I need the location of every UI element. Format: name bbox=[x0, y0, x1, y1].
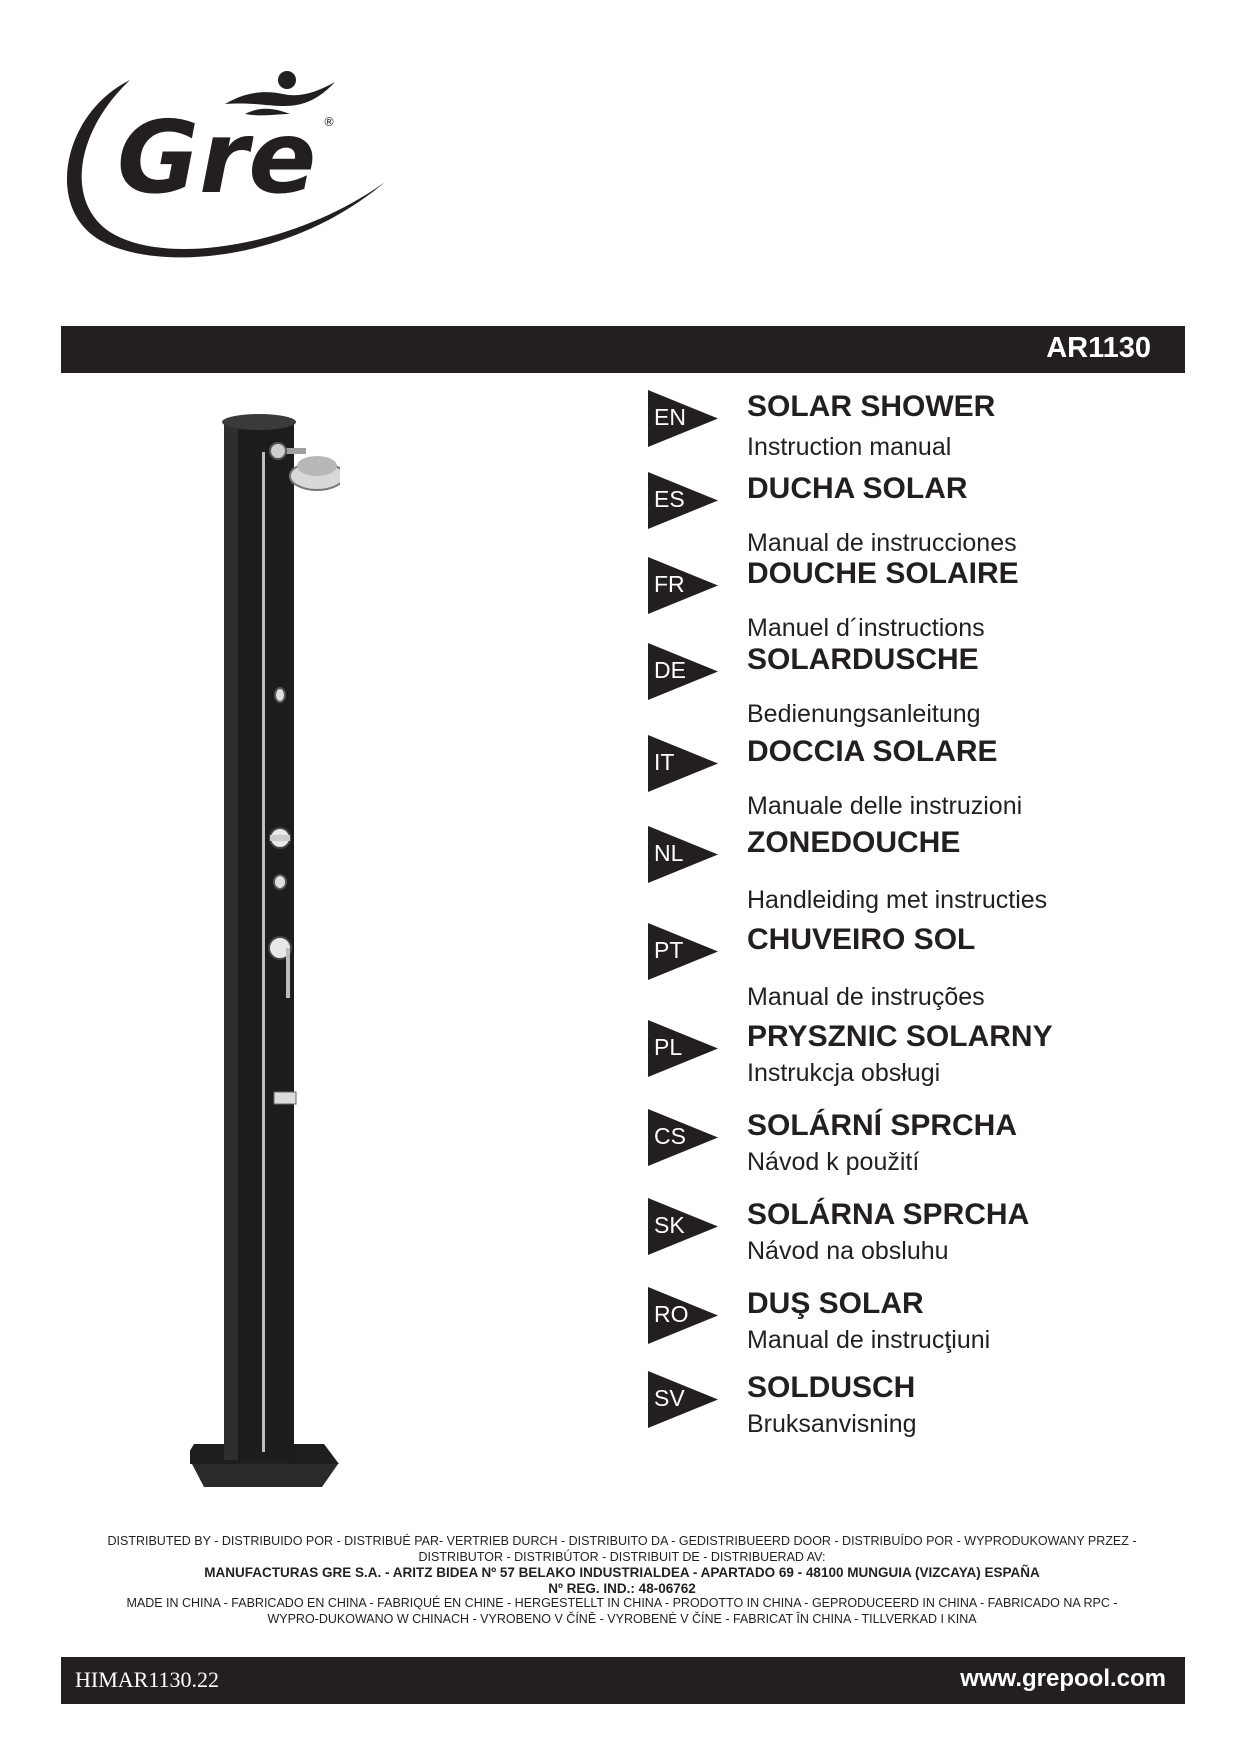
flag-arrow-icon bbox=[648, 826, 718, 883]
list-item bbox=[648, 1109, 1208, 1199]
list-item bbox=[648, 472, 1208, 562]
lang-subtitle: Bruksanvisning bbox=[747, 1410, 917, 1438]
lang-title: DUCHA SOLAR bbox=[747, 472, 968, 505]
list-item bbox=[648, 923, 1208, 1013]
flag-arrow-icon bbox=[648, 1198, 718, 1255]
gre-logo-graphic bbox=[55, 62, 395, 277]
list-item bbox=[648, 735, 1208, 825]
flag-arrow-icon bbox=[648, 557, 718, 614]
lang-subtitle: Manuel d´instructions bbox=[747, 614, 985, 642]
list-item bbox=[648, 557, 1208, 647]
lang-subtitle: Bedienungsanleitung bbox=[747, 700, 981, 728]
lang-subtitle: Handleiding met instructies bbox=[747, 886, 1048, 914]
lang-title: SOLÁRNÍ SPRCHA bbox=[747, 1109, 1018, 1142]
language-list bbox=[648, 0, 1208, 1754]
list-item bbox=[648, 1020, 1208, 1110]
flag-arrow-icon bbox=[648, 1109, 718, 1166]
list-item bbox=[648, 826, 1208, 916]
lang-subtitle: Manual de instruções bbox=[747, 983, 985, 1011]
footer-bar bbox=[61, 1657, 1185, 1704]
svg-text:®: ® bbox=[323, 115, 335, 129]
list-item bbox=[648, 1371, 1208, 1461]
lang-title: SOLÁRNA SPRCHA bbox=[747, 1198, 1030, 1231]
lang-title: PRYSZNIC SOLARNY bbox=[747, 1020, 1053, 1053]
lang-title: ZONEDOUCHE bbox=[747, 826, 961, 859]
lang-code: CS bbox=[654, 1123, 686, 1149]
flag-arrow-icon bbox=[648, 1371, 718, 1428]
lang-subtitle: Manual de instrucţiuni bbox=[747, 1326, 991, 1354]
lang-code: NL bbox=[654, 840, 684, 866]
lang-code: FR bbox=[654, 571, 685, 597]
lang-title: SOLARDUSCHE bbox=[747, 643, 979, 676]
flag-arrow-icon bbox=[648, 735, 718, 792]
list-item bbox=[648, 1287, 1208, 1377]
lang-title: DUŞ SOLAR bbox=[747, 1287, 924, 1320]
distributor-info bbox=[62, 1534, 1182, 1627]
svg-text:Gre: Gre bbox=[117, 99, 317, 216]
website-link[interactable]: www.grepool.com bbox=[960, 1665, 1166, 1692]
made-in-line: WYPRO-DUKOWANO W CHINACH - VYROBENO V ČÍNĚ - VYROBENÉ V ČÍNE - FABRICAT ÎN CHINA - TILLVERKAD I KINA bbox=[267, 1611, 977, 1626]
lang-code: RO bbox=[654, 1301, 689, 1327]
solar-shower-illustration bbox=[190, 392, 340, 1502]
distributed-line: DISTRIBUTED BY - DISTRIBUIDO POR - DISTRIBUÉ PAR- VERTRIEB DURCH - DISTRIBUITO DA - GEDISTRIBUEERD DOOR - DISTRIBUÍDO POR - WYPRODUKOWANY PRZEZ - bbox=[107, 1534, 1137, 1548]
lang-subtitle: Manual de instrucciones bbox=[747, 529, 1017, 557]
distributed-line: DISTRIBUTOR - DISTRIBÚTOR - DISTRIBUIT DE - DISTRIBUERAD AV: bbox=[418, 1549, 826, 1564]
lang-subtitle: Návod k použití bbox=[747, 1148, 920, 1176]
lang-code: PT bbox=[654, 937, 684, 963]
gre-logo bbox=[55, 62, 395, 277]
flag-arrow-icon bbox=[648, 390, 718, 447]
lang-code: EN bbox=[654, 404, 686, 430]
lang-title: DOUCHE SOLAIRE bbox=[747, 557, 1019, 590]
lang-subtitle: Návod na obsluhu bbox=[747, 1237, 949, 1265]
model-code: AR1130 bbox=[1046, 332, 1151, 364]
lang-code: PL bbox=[654, 1034, 683, 1060]
lang-title: DOCCIA SOLARE bbox=[747, 735, 998, 768]
flag-arrow-icon bbox=[648, 1287, 718, 1344]
company-address: MANUFACTURAS GRE S.A. - ARITZ BIDEA Nº 57 BELAKO INDUSTRIALDEA - APARTADO 69 - 48100 MUNGUIA (VIZCAYA) ESPAÑA bbox=[204, 1565, 1040, 1580]
lang-title: SOLDUSCH bbox=[747, 1371, 916, 1404]
flag-arrow-icon bbox=[648, 923, 718, 980]
lang-code: SK bbox=[654, 1212, 685, 1238]
lang-code: SV bbox=[654, 1385, 685, 1411]
lang-title: CHUVEIRO SOL bbox=[747, 923, 976, 956]
lang-subtitle: Instrukcja obsługi bbox=[747, 1059, 941, 1087]
flag-arrow-icon bbox=[648, 472, 718, 529]
made-in-line: MADE IN CHINA - FABRICADO EN CHINA - FABRIQUÉ EN CHINE - HERGESTELLT IN CHINA - PRODOTTO IN CHINA - GEPRODUCEERD IN CHINA - FABRICADO NA RPC - bbox=[126, 1596, 1118, 1610]
registry-number: Nº REG. IND.: 48-06762 bbox=[548, 1580, 696, 1596]
lang-code: IT bbox=[654, 749, 675, 775]
list-item bbox=[648, 643, 1208, 733]
list-item bbox=[648, 390, 1208, 480]
lang-subtitle: Instruction manual bbox=[747, 433, 952, 461]
lang-code: DE bbox=[654, 657, 686, 683]
lang-title: SOLAR SHOWER bbox=[747, 390, 996, 423]
flag-arrow-icon bbox=[648, 1020, 718, 1077]
document-code: HIMAR1130.22 bbox=[75, 1667, 220, 1692]
lang-code: ES bbox=[654, 486, 685, 512]
flag-arrow-icon bbox=[648, 643, 718, 700]
list-item bbox=[648, 1198, 1208, 1288]
lang-subtitle: Manuale delle instruzioni bbox=[747, 792, 1023, 820]
